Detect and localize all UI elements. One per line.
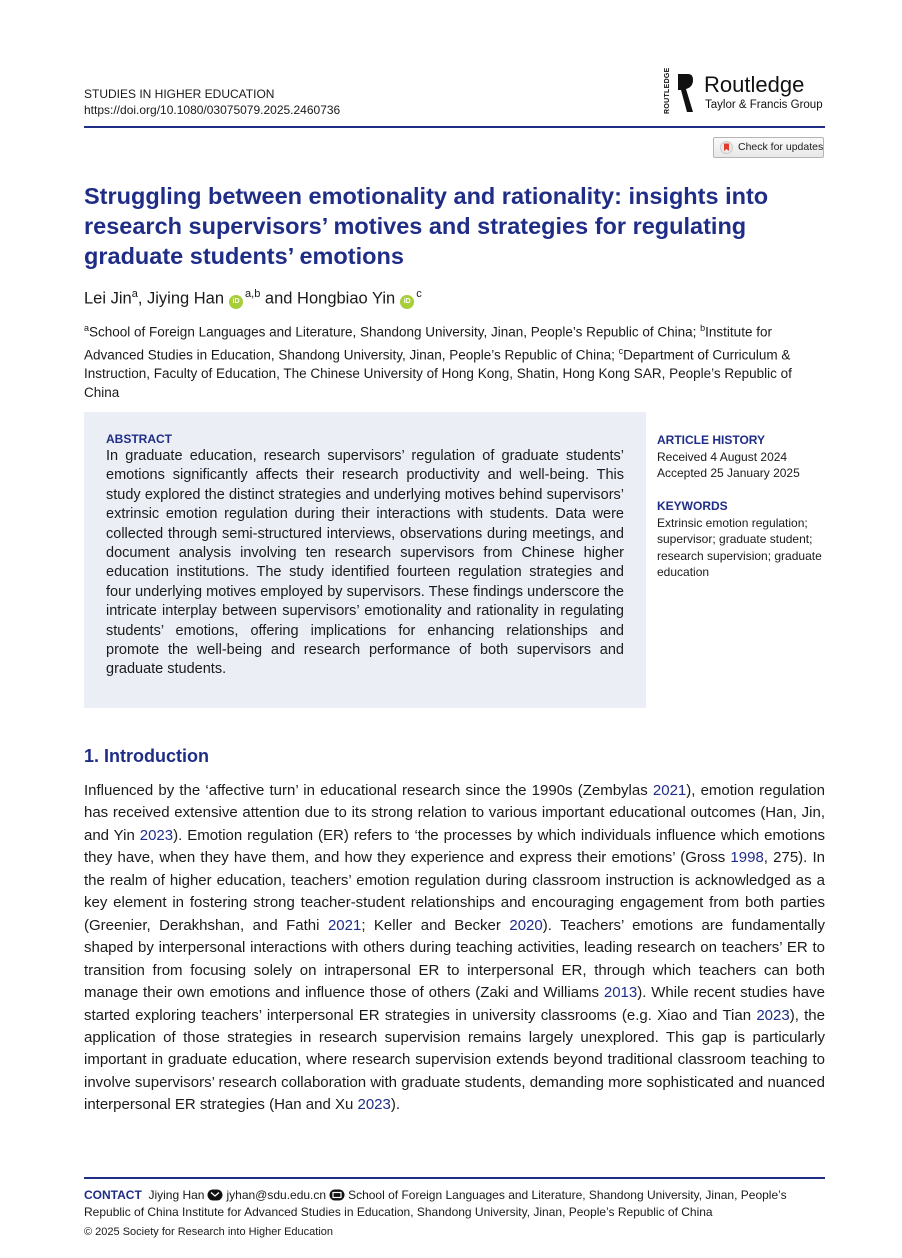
author-affiliation-mark: a <box>131 288 138 300</box>
author-affiliation-mark: a,b <box>245 288 261 300</box>
author-name: Hongbiao Yin <box>297 289 396 308</box>
received-date: Received 4 August 2024 <box>657 449 788 464</box>
paragraph-text: ), the application of those strategies in research supervision remains largely unexplored. This gap is particularly important in graduate education, where research supervision extends beyond traditional classroom teaching to involve supervisors’ research collaboration with graduate students, demanding more sophisticated and nuanced interpersonal ER strategies (Han and Xu <box>84 1006 825 1114</box>
citation-year-link[interactable]: 2013 <box>603 984 638 1002</box>
paragraph-text: ). Teachers’ emotions are fundamentally shaped by interpersonal interactions with others during teaching activities, leading research on teachers’ ER to transition from focusing solely on intrapersonal ER to interpersonal ER, through which teachers can both manage their own emotions and influence those of others (Zaki and Williams <box>84 916 826 1002</box>
citation-year-link[interactable]: 2021 <box>652 782 687 799</box>
introduction-paragraph <box>84 780 825 1117</box>
affiliation-text: School of Foreign Languages and Literature, Shandong University, Jinan, People’s Republic of China; <box>89 324 701 340</box>
contact-info <box>84 1187 829 1220</box>
author-list <box>84 283 422 310</box>
publisher-name: Routledge <box>704 72 805 97</box>
check-updates-label: Check for updates <box>738 141 824 153</box>
journal-name: STUDIES IN HIGHER EDUCATION <box>84 87 275 101</box>
author-name: Lei Jin <box>84 289 132 308</box>
paragraph-text: ), emotion regulation has received extensive attention due to its strong relation to various important educational outcomes (Han, Jin, and Yin <box>84 782 825 844</box>
author-affiliation-mark: c <box>416 288 422 300</box>
citation-year-link[interactable]: 2020 <box>509 916 543 934</box>
contact-label: CONTACT <box>84 1188 142 1202</box>
affiliation-mark: b <box>700 323 706 333</box>
paragraph-text: , 275). In the realm of higher education, teachers’ emotion regulation during classroom instruction is acknowledged as a key element in fostering strong teacher-student relationships and encouraging engagement from both parties (Greenier, Derakhshan, and Fathi <box>84 849 825 934</box>
paragraph-text: ; Keller and Becker <box>361 916 510 934</box>
journal-header <box>84 86 340 118</box>
abstract-text: In graduate education, research supervisors’ regulation of graduate students’ emotions significantly affects their research productivity and well-being. This study explored the distinct strategies and underlying motives behind supervisors’ extrinsic emotion regulation during their interactions with students. Data were collected through semi-structured interviews, observations during meetings, and document analysis involving ten research supervisors from Chinese higher education institutions. The study identified fourteen regulation strategies and four underlying motives employed by supervisors. These findings underscore the intricate interplay between supervisors’ emotionality and rationality in regulating students’ emotions, offering implications for enhancing relationships and promote the well-being and research performance of both supervisors and graduate students. <box>106 448 624 678</box>
abstract-heading: ABSTRACT <box>106 432 172 446</box>
copyright-notice: © 2025 Society for Research into Higher Education <box>84 1226 334 1238</box>
author-separator: and <box>260 289 298 308</box>
citation-year-link[interactable]: 2023 <box>139 826 174 844</box>
author-separator: , <box>137 289 147 308</box>
author-name: Jiying Han <box>147 289 225 308</box>
citation-year-link[interactable]: 2021 <box>327 916 362 934</box>
publisher-logo <box>664 67 834 118</box>
contact-email[interactable]: jyhan@sdu.edu.cn <box>226 1188 327 1202</box>
header-rule <box>84 126 825 128</box>
check-updates-button[interactable] <box>713 137 824 158</box>
contact-name: Jiying Han <box>148 1188 205 1202</box>
keywords-section <box>657 498 829 581</box>
orcid-icon[interactable]: iD <box>400 295 414 309</box>
keywords-list: Extrinsic emotion regulation; supervisor; graduate student; research supervision; graduate education <box>657 515 822 579</box>
paragraph-text: ). Emotion regulation (ER) refers to ‘the processes by which individuals influence which emotions they have, when they have them, and how they experience and express their emotions’ (Gross <box>84 826 826 867</box>
accepted-date: Accepted 25 January 2025 <box>657 466 800 480</box>
citation-year-link[interactable]: 1998 <box>730 849 764 867</box>
citation-year-link[interactable]: 2023 <box>357 1096 391 1114</box>
email-icon <box>207 1189 223 1201</box>
article-title: Struggling between emotionality and rationality: insights into research supervisors’ motives and strategies for regulating graduate students’ emotions <box>84 183 769 269</box>
citation-year-link[interactable]: 2023 <box>756 1006 790 1024</box>
affiliation-mark: c <box>618 346 624 356</box>
publisher-vertical-text: ROUTLEDGE <box>664 67 671 114</box>
article-history-heading: ARTICLE HISTORY <box>657 433 766 447</box>
paragraph-text: ). While recent studies have started exploring teachers’ interpersonal ER strategies in university classrooms (e.g. Xiao and Tian <box>84 984 825 1024</box>
affiliation-text: Institute for Advanced Studies in Education, Shandong University, Jinan, People’s Republic of China; <box>84 324 772 363</box>
affiliation-mark: a <box>84 323 90 333</box>
orcid-icon[interactable]: iD <box>229 295 243 309</box>
publisher-group: Taylor & Francis Group <box>705 99 823 111</box>
keywords-heading: KEYWORDS <box>657 499 728 513</box>
postal-address-icon <box>329 1189 345 1201</box>
crossmark-icon <box>720 141 733 154</box>
paragraph-text: Influenced by the ‘affective turn’ in educational research since the 1990s (Zembylas <box>84 782 653 799</box>
article-history <box>657 432 837 482</box>
doi-link[interactable]: https://doi.org/10.1080/03075079.2025.2460736 <box>84 103 341 117</box>
contact-address: School of Foreign Languages and Literature, Shandong University, Jinan, People’s Republic of China Institute for Advanced Studies in Education, Shandong University, Jinan, People’s Republic of China <box>84 1188 787 1219</box>
paragraph-text: ). <box>390 1096 401 1114</box>
affiliation-text: Department of Curriculum & Instruction, Faculty of Education, The Chinese University of Hong Kong, Shatin, Hong Kong SAR, People’s Republic of China <box>84 347 792 400</box>
affiliations <box>84 319 826 402</box>
section-heading: 1. Introduction <box>84 746 209 766</box>
footer-rule <box>84 1177 825 1179</box>
